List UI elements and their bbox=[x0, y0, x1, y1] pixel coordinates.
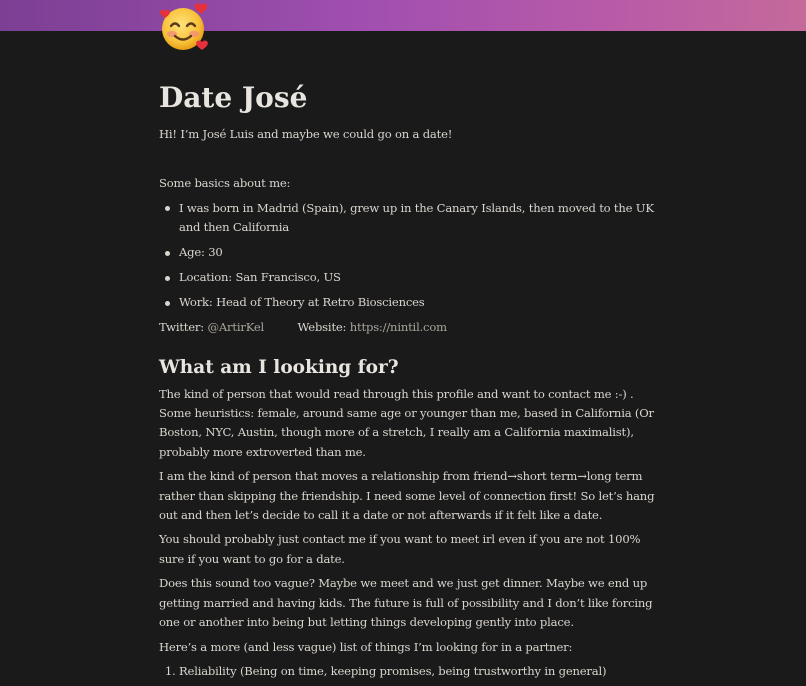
twitter-label: Twitter: bbox=[159, 320, 204, 335]
twitter-handle-link[interactable]: @ArtirKel bbox=[207, 320, 265, 335]
smiling-face-with-hearts-icon[interactable] bbox=[159, 2, 215, 58]
page-content bbox=[159, 78, 659, 681]
list-item: 1. Reliability (Being on time, keeping promises, being trustworthy in general) bbox=[179, 662, 659, 681]
list-item: Work: Head of Theory at Retro Biosciences bbox=[179, 293, 659, 312]
cover-banner bbox=[0, 0, 806, 31]
looking-for-heading: What am I looking for? bbox=[159, 356, 399, 378]
paragraph: I am the kind of person that moves a relationship from friend→short term→long term rather than skipping the friendship. I need some level of connection first! So let’s hang out and then let’s decide to call it a date or not afterwards if it felt like a date. bbox=[159, 469, 655, 523]
page-title: Date José bbox=[159, 81, 308, 114]
paragraph: Does this sound too vague? Maybe we meet and we just get dinner. Maybe we end up getting married and having kids. The future is full of possibility and I don’t like forcing one or another into being but letting things developing gently into place. bbox=[159, 576, 653, 630]
contact-links bbox=[159, 318, 659, 337]
intro-text: Hi! I’m José Luis and maybe we could go on a date! bbox=[159, 127, 453, 141]
paragraph: Here’s a more (and less vague) list of things I’m looking for in a partner: bbox=[159, 639, 573, 654]
basics-list bbox=[159, 199, 659, 313]
website-label: Website: bbox=[297, 320, 347, 335]
basics-heading: Some basics about me: bbox=[159, 176, 291, 191]
paragraph: The kind of person that would read through this profile and want to contact me :-) . Some heuristics: female, around same age or younger than me, based in California (Or Boston, NYC, Austin, though more of a stretch, I really am a California maximalist), probably more extroverted than me. bbox=[159, 386, 654, 459]
partner-list bbox=[159, 662, 659, 681]
paragraph: You should probably just contact me if you want to meet irl even if you are not 100% sure if you want to go for a date. bbox=[159, 532, 641, 566]
list-item: Age: 30 bbox=[179, 243, 659, 262]
website-link[interactable]: https://nintil.com bbox=[349, 320, 447, 335]
list-item: I was born in Madrid (Spain), grew up in the Canary Islands, then moved to the UK and then California bbox=[179, 199, 659, 238]
list-item: Location: San Francisco, US bbox=[179, 268, 659, 287]
